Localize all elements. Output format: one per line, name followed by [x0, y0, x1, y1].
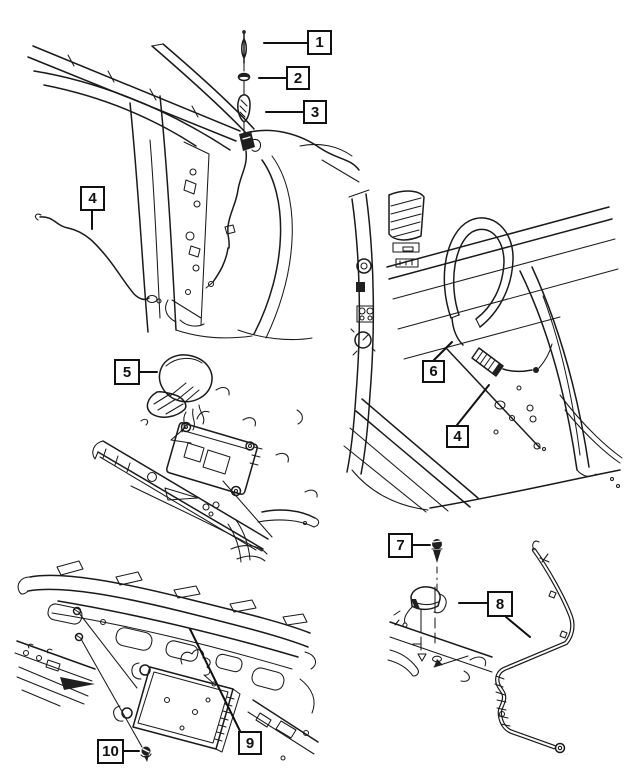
- callout-7: [388, 533, 413, 558]
- callout-2: [286, 66, 310, 90]
- callout-8-label: 8: [495, 595, 505, 613]
- callout-4-right: [446, 425, 469, 448]
- antenna-cable: [206, 151, 246, 288]
- callout-1: [307, 30, 332, 55]
- callout-2-label: 2: [293, 69, 303, 87]
- antenna-cable-loop: [444, 218, 552, 376]
- view-roof-antenna-module: [93, 355, 319, 562]
- callout-5-label: 5: [122, 363, 132, 381]
- callout-3: [303, 100, 327, 124]
- callout-9-label: 9: [245, 734, 255, 752]
- callout-10: [97, 739, 124, 764]
- callout-9: [238, 731, 262, 755]
- view-instrument-panel-cable: [344, 190, 622, 512]
- callout-4-left-label: 4: [88, 190, 97, 207]
- callout-6-label: 6: [429, 363, 438, 380]
- callout-1-label: 1: [315, 34, 324, 51]
- roof-module: [167, 411, 262, 495]
- callout-5: [114, 359, 140, 385]
- callout-7-label: 7: [396, 537, 405, 554]
- callout-4-left: [80, 186, 105, 211]
- antenna-base: [239, 131, 261, 151]
- view-screw-bracket-cable: [388, 539, 572, 753]
- callout-6: [422, 360, 445, 383]
- antenna-adapter: [238, 81, 250, 133]
- callout-8: [487, 591, 513, 617]
- callout-3-label: 3: [310, 103, 320, 121]
- antenna-mast: [242, 31, 247, 63]
- callout-10-label: 10: [102, 743, 119, 760]
- ground-cable: [495, 541, 572, 752]
- antenna-gasket: [239, 63, 250, 81]
- mounting-screw: [432, 539, 442, 590]
- overhead-module: [114, 650, 240, 752]
- roof-antenna-body: [147, 355, 212, 443]
- view-headliner-module: [15, 546, 318, 762]
- cable-bracket: [394, 587, 446, 661]
- callout-leader-lines: [92, 43, 530, 751]
- callout-4-right-label: 4: [453, 428, 462, 445]
